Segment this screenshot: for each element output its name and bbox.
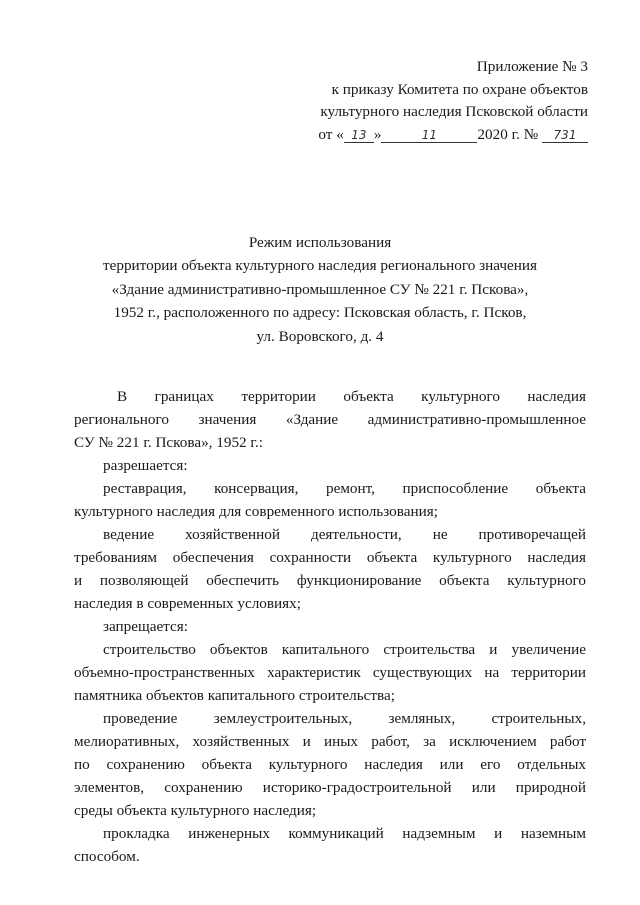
year-number-label: 2020 г. № xyxy=(477,125,539,143)
body-line: культурного наследия для современного использования; xyxy=(74,503,438,520)
body-line: строительство объектов капитального строительства и увеличение xyxy=(103,641,586,658)
body-line: регионального значения «Здание административно-промышленное xyxy=(74,411,586,428)
appendix-header xyxy=(318,56,588,147)
date-prefix: от « xyxy=(318,125,344,143)
appendix-date-line xyxy=(318,124,588,147)
order-number-field: 731 xyxy=(542,128,588,143)
body-line: ведение хозяйственной деятельности, не противоречащей xyxy=(103,526,586,543)
document-title xyxy=(0,232,640,349)
body-line: В границах территории объекта культурного наследия xyxy=(117,388,586,405)
date-mid: » xyxy=(373,125,382,143)
body-line: мелиоративных, хозяйственных и иных работ, за исключением работ xyxy=(74,733,586,750)
body-line: проведение землеустроительных, земляных, строительных, xyxy=(103,710,586,727)
body-line: памятника объектов капитального строительства; xyxy=(74,687,395,704)
allowed-heading: разрешается: xyxy=(103,457,188,474)
appendix-committee-line: культурного наследия Псковской области xyxy=(320,103,588,121)
body-line: и позволяющей обеспечить функционирование объекта культурного xyxy=(74,572,586,589)
appendix-title: Приложение № 3 xyxy=(476,58,588,75)
body-line: требованиям обеспечения сохранности объекта культурного наследия xyxy=(74,549,586,566)
body-line: реставрация, консервация, ремонт, приспособление объекта xyxy=(103,480,586,497)
day-field: 13 xyxy=(344,128,374,143)
document-body xyxy=(74,386,586,869)
title-line-2: территории объекта культурного наследия регионального значения xyxy=(102,257,538,275)
body-line: прокладка инженерных коммуникаций надземным и наземным xyxy=(103,825,586,842)
body-line: СУ № 221 г. Пскова», 1952 г.: xyxy=(74,434,263,451)
appendix-order-line: к приказу Комитета по охране объектов xyxy=(331,80,588,98)
body-line: по сохранению объекта культурного наследия или его отдельных xyxy=(74,756,586,773)
body-line: элементов, сохранению историко-градостроительной или природной xyxy=(74,779,586,796)
body-line: объемно-пространственных характеристик существующих на территории xyxy=(74,664,586,681)
body-line: наследия в современных условиях; xyxy=(74,595,301,612)
title-line-1: Режим использования xyxy=(248,234,392,251)
forbidden-heading: запрещается: xyxy=(103,618,188,635)
body-line: способом. xyxy=(74,848,140,865)
title-line-5: ул. Воровского, д. 4 xyxy=(256,327,384,345)
body-line: среды объекта культурного наследия; xyxy=(74,802,317,819)
title-line-4: 1952 г., расположенного по адресу: Псковская область, г. Псков, xyxy=(113,304,527,322)
month-field: 11 xyxy=(381,128,477,143)
title-line-3: «Здание административно-промышленное СУ № 221 г. Пскова», xyxy=(111,280,529,298)
